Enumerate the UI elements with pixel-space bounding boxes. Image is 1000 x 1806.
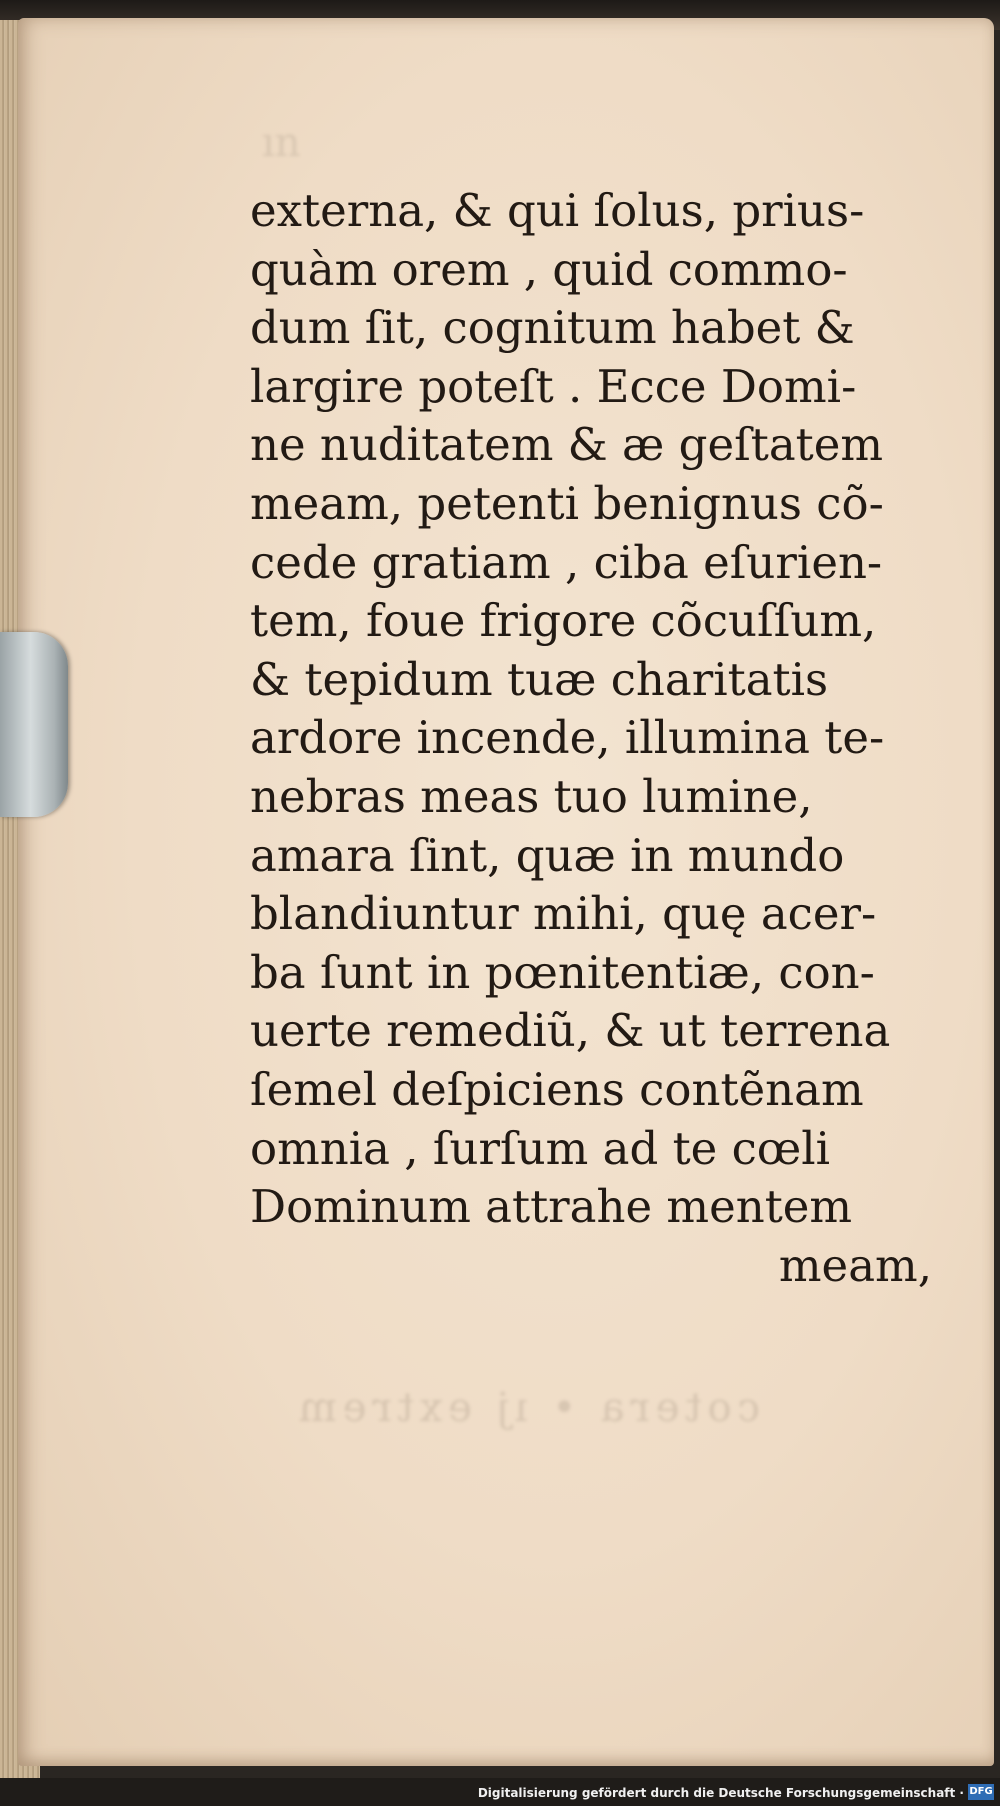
text-line: amara ſint, quæ in mundo xyxy=(250,828,845,882)
text-line: meam, petenti benignus cõ- xyxy=(250,476,884,530)
text-line: externa, & qui ſolus, prius- xyxy=(250,184,865,237)
dfg-logo: DFG xyxy=(968,1784,994,1800)
catchword: meam, xyxy=(778,1238,932,1292)
text-line: Dominum attrahe mentem xyxy=(250,1180,853,1234)
text-line: omnia , ſurſum ad te cœli xyxy=(250,1121,831,1175)
text-line: tem, foue frigore cõcuſſum, xyxy=(250,594,877,648)
text-line: dum ſit, cognitum habet & xyxy=(250,301,855,355)
text-line: blandiuntur mihi, quę acer- xyxy=(250,887,877,941)
text-line: largire poteſt . Ecce Domi- xyxy=(250,359,857,413)
text-line: ardore incende, illumina te- xyxy=(250,711,885,765)
page-clip xyxy=(0,632,68,817)
text-line: & tepidum tuæ charitatis xyxy=(250,652,829,706)
text-line: ſemel deſpiciens contẽnam xyxy=(250,1062,864,1116)
text-line: uerte remediũ, & ut terrena xyxy=(250,1004,891,1058)
text-line: ne nuditatem & æ geſtatem xyxy=(250,418,884,472)
text-line: nebras meas tuo lumine, xyxy=(250,769,813,823)
show-through-top: ın xyxy=(262,120,301,166)
text-line: ba ſunt in pœnitentiæ, con- xyxy=(250,945,875,999)
show-through-text: cotera • ıj extrem xyxy=(292,1385,760,1431)
text-line: cede gratiam , ciba eſurien- xyxy=(250,535,883,589)
text-line: quàm orem , quid commo- xyxy=(250,242,848,296)
funding-credit: Digitalisierung gefördert durch die Deutsche Forschungsgemeinschaft · xyxy=(477,1786,964,1800)
page-text xyxy=(250,182,940,1295)
